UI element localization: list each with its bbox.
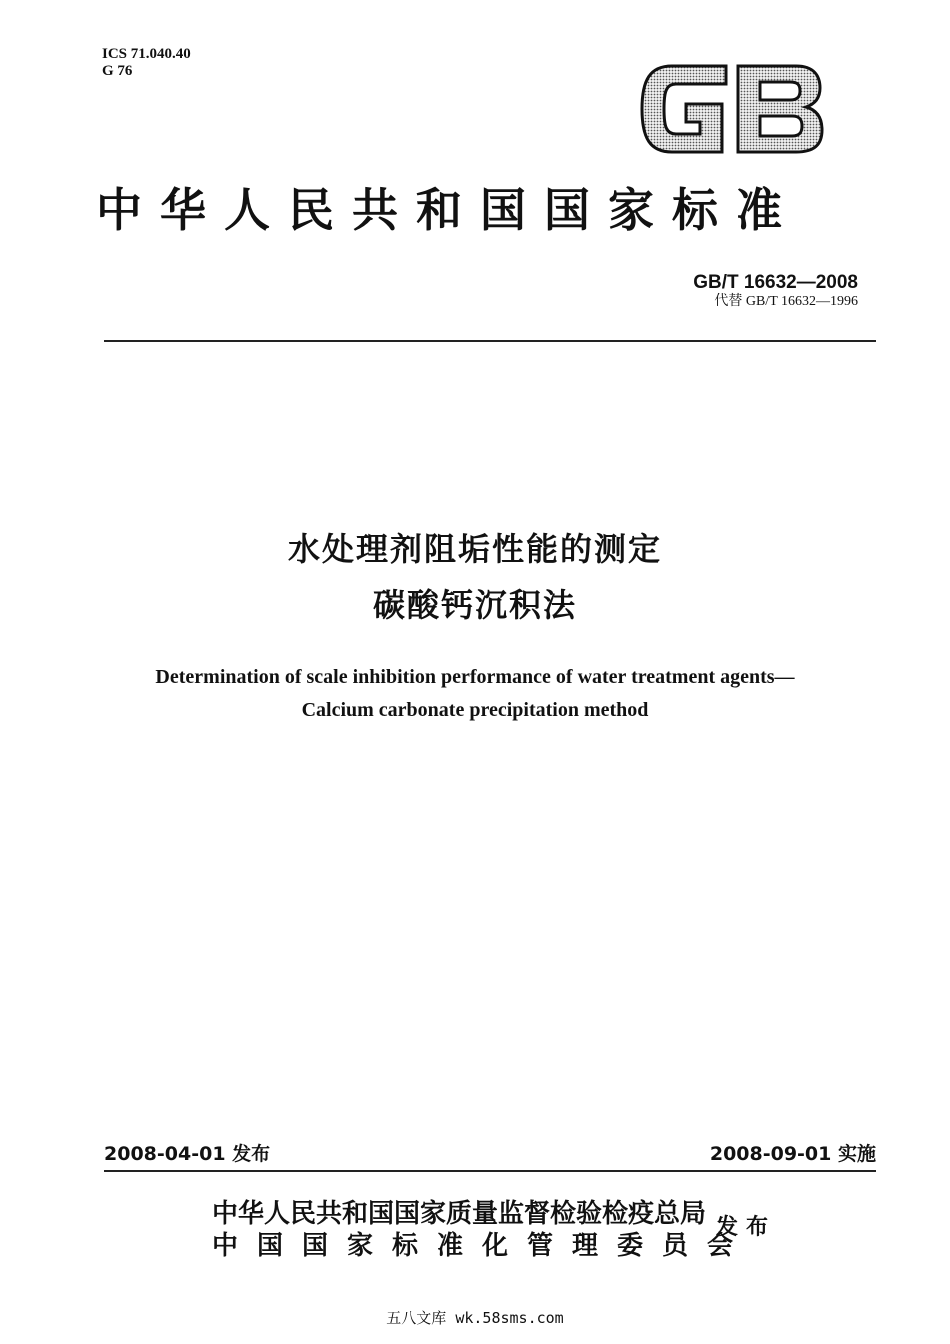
national-standard-heading: 中华人民共和国国家标准: [96, 183, 800, 237]
issuer-aqsiq: 中华人民共和国国家质量监督检验检疫总局: [212, 1199, 707, 1229]
standard-code: GB/T 16632—2008: [693, 272, 858, 293]
bottom-divider: [104, 1170, 876, 1172]
issuer-sac: 中国国家标准化管理委员会: [212, 1231, 753, 1261]
effective-date: 2008-09-01 实施: [709, 1143, 876, 1165]
chinese-title-line1: 水处理剂阻垢性能的测定: [287, 530, 662, 568]
publish-date: 2008-04-01 发布: [104, 1143, 271, 1165]
replaces-standard: 代替 GB/T 16632—1996: [714, 294, 858, 309]
chinese-title-line2: 碳酸钙沉积法: [372, 586, 577, 624]
footer-watermark: 五八文库 wk.58sms.com: [386, 1309, 564, 1327]
english-title-line2: Calcium carbonate precipitation method: [301, 699, 649, 721]
top-divider: [104, 340, 876, 342]
ics-block: [102, 46, 191, 80]
gb-logo: [638, 60, 826, 158]
english-title-line1: Determination of scale inhibition performance of water treatment agents—: [155, 666, 795, 688]
publish-label: 发布: [716, 1215, 777, 1240]
classification-code: G 76: [102, 63, 133, 79]
ics-code: ICS 71.040.40: [102, 46, 191, 62]
